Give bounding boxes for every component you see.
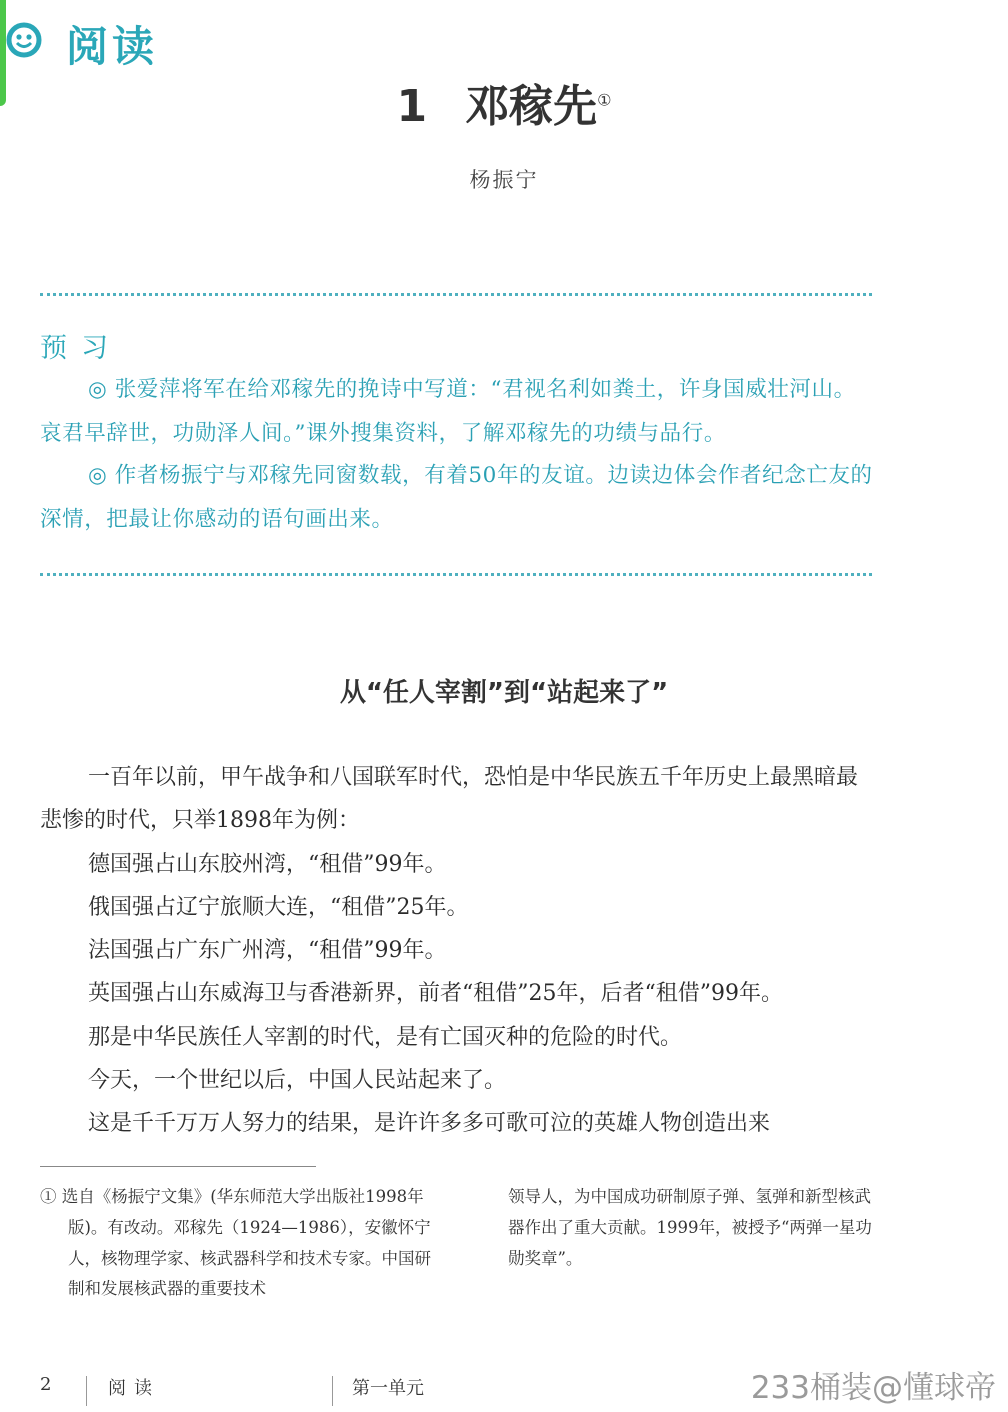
footnote-rule <box>40 1166 316 1167</box>
dotted-divider-top <box>40 293 872 296</box>
lesson-title-text: 邓稼先 <box>465 81 598 132</box>
lesson-title <box>0 70 1008 134</box>
page-number: 2 <box>40 1374 52 1395</box>
author-name: 杨振宁 <box>469 168 539 192</box>
article-paragraph: 英国强占山东威海卫与香港新界，前者“租借”25年，后者“租借”99年。 <box>88 981 783 1007</box>
footnote-text-left: ① 选自《杨振宁文集》(华东师范大学出版社1998年版)。有改动。邓稼先（1924—1986），安徽怀宁人，核物理学家、核武器科学和技术专家。中国研制和发展核武器的重要技术 <box>40 1187 431 1299</box>
article-paragraph: 德国强占山东胶州湾，“租借”99年。 <box>88 851 447 877</box>
footer-separator <box>86 1376 87 1406</box>
preview-paragraph-2: ◎ 作者杨振宁与邓稼先同窗数载，有着50年的友谊。边读边体会作者纪念亡友的深情，把最让你感动的语句画出来。 <box>40 463 873 532</box>
smiley-face-icon <box>6 22 42 58</box>
article-paragraph: 一百年以前，甲午战争和八国联军时代，恐怕是中华民族五千年历史上最黑暗最悲惨的时代，只举1898年为例： <box>40 765 859 834</box>
lesson-number: 1 <box>396 81 428 132</box>
article-paragraph: 法国强占广东广州湾，“租借”99年。 <box>88 938 447 964</box>
dotted-divider-bottom <box>40 573 872 576</box>
footnote-left-column <box>40 1182 440 1305</box>
footnote-text-right: 领导人，为中国成功研制原子弹、氢弹和新型核武器作出了重大贡献。1999年，被授予“两弹一星功勋奖章”。 <box>508 1187 872 1268</box>
footer-unit-name: 第一单元 <box>352 1378 424 1399</box>
article-paragraph: 俄国强占辽宁旅顺大连，“租借”25年。 <box>88 894 469 920</box>
preview-title: 预习 <box>40 333 122 364</box>
footnote-marker[interactable]: ① <box>597 90 612 110</box>
article-paragraph: 这是千千万万人努力的结果，是许许多多可歌可泣的英雄人物创造出来 <box>88 1111 771 1137</box>
article-body <box>40 756 874 1146</box>
footer-book-name: 阅读 <box>108 1378 160 1399</box>
article-paragraph: 那是中华民族任人宰割的时代，是有亡国灭种的危险的时代。 <box>88 1024 683 1050</box>
preview-paragraph-1: ◎ 张爱萍将军在给邓稼先的挽诗中写道：“君视名利如粪土，许身国威壮河山。哀君早辞世，功勋泽人间。”课外搜集资料，了解邓稼先的功绩与品行。 <box>40 377 856 446</box>
section-label: 阅读 <box>66 22 159 71</box>
footer-separator <box>332 1376 333 1406</box>
article-paragraph: 今天，一个世纪以后，中国人民站起来了。 <box>88 1068 507 1094</box>
watermark: 233桶装@懂球帝 <box>750 1370 996 1406</box>
article-subheading: 从“任人宰割”到“站起来了” <box>339 678 669 708</box>
